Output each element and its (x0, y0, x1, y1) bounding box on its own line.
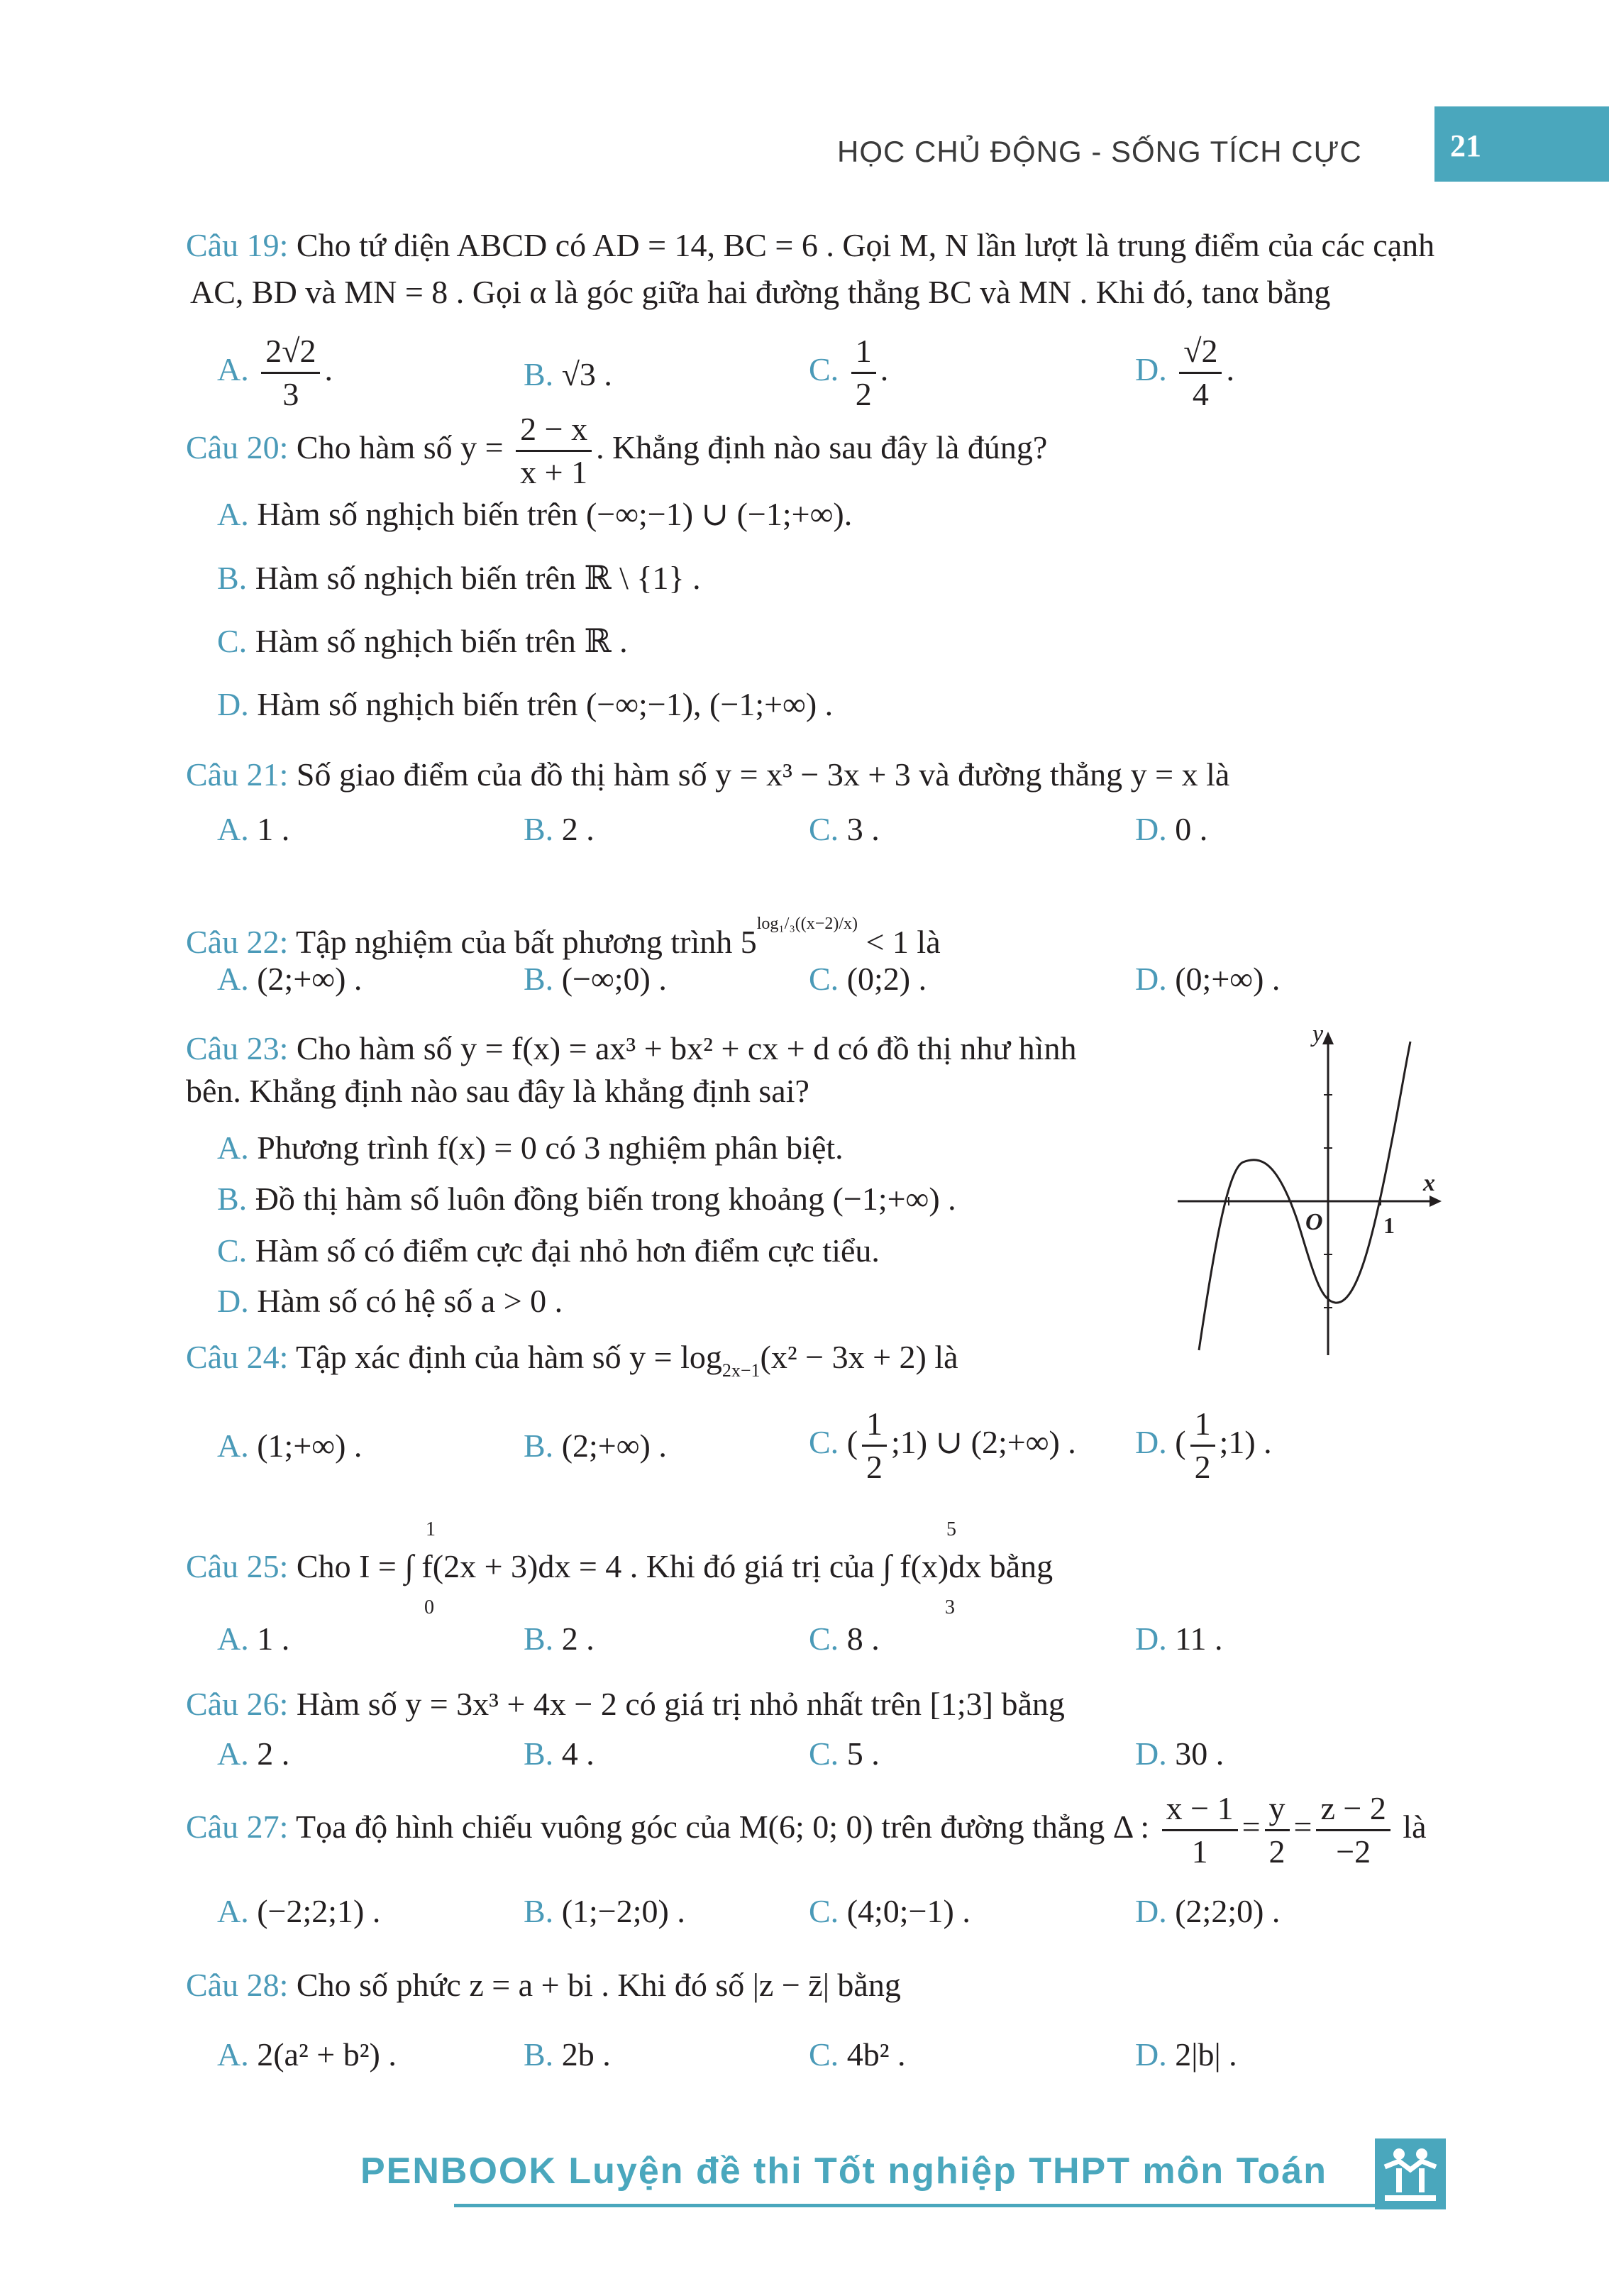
q28-c-label: C. (809, 2036, 839, 2073)
q20-a-label: A. (217, 496, 249, 532)
question-20-post: . Khẳng định nào sau đây là đúng? (596, 429, 1048, 466)
question-20-pre: Cho hàm số y = (288, 429, 504, 466)
q28-option-c (809, 2035, 905, 2075)
q28-option-a (217, 2035, 397, 2075)
q19-a-num: 2√2 (261, 331, 320, 374)
q24-c-post: ;1) ∪ (2;+∞) . (891, 1424, 1076, 1461)
q23-d-label: D. (217, 1283, 249, 1319)
q26-option-a (217, 1734, 289, 1774)
q28-c-text: 4b² . (839, 2036, 906, 2073)
q23-d-text: Hàm số có hệ số a > 0 . (248, 1283, 563, 1319)
q21-a-label: A. (217, 811, 249, 847)
q26-c-label: C. (809, 1735, 839, 1772)
question-23-line2-row (186, 1071, 809, 1111)
q26-d-label: D. (1135, 1735, 1167, 1772)
q24-option-d (1135, 1403, 1272, 1488)
q27-c-label: C. (809, 1893, 839, 1929)
q19-option-c: C. $\frac{1}{2}$ . (809, 331, 888, 415)
q26-option-b (524, 1734, 595, 1774)
q20-b-label: B. (217, 560, 248, 596)
q19-c-fraction (851, 331, 876, 415)
question-24-label: Câu 24: (186, 1339, 289, 1375)
q28-a-text: 2(a² + b²) . (248, 2036, 397, 2073)
page-number-box (1434, 106, 1609, 182)
graph-cubic-curve (1199, 1042, 1410, 1350)
q27-fy-num: y (1265, 1788, 1290, 1831)
q19-d-num: √2 (1179, 331, 1222, 374)
q22-option-b (524, 959, 667, 999)
q19-b-text: √3 . (561, 356, 612, 392)
q25-d-text: 11 . (1166, 1621, 1223, 1657)
q22-option-a (217, 959, 362, 999)
running-header-title: HỌC CHỦ ĐỘNG - SỐNG TÍCH CỰC (837, 135, 1362, 168)
q20-num: 2 − x (516, 409, 592, 452)
question-19-line2-row (190, 272, 1330, 312)
question-19-line2: AC, BD và MN = 8 . Gọi α là góc giữa hai đường thẳng BC và MN . Khi đó, tanα bằng (190, 274, 1331, 310)
q24-a-label: A. (217, 1428, 249, 1464)
question-24-sub: 2x−1 (721, 1360, 761, 1381)
q27-frac-x (1162, 1788, 1238, 1872)
q19-a-den: 3 (282, 376, 299, 412)
q25-c-text: 8 . (839, 1621, 880, 1657)
q22-option-c (809, 959, 927, 999)
question-23-line1: Cho hàm số y = f(x) = ax³ + bx² + cx + d có đồ thị như hình (288, 1030, 1077, 1066)
q28-b-text: 2b . (553, 2036, 611, 2073)
q28-b-label: B. (524, 2036, 554, 2073)
q19-option-d: D. $\frac{√2}{4}$ . (1135, 331, 1234, 415)
q20-option-d (217, 685, 833, 724)
q27-fx-num: x − 1 (1162, 1788, 1238, 1831)
q19-d-label: D. (1135, 351, 1167, 388)
q20-option-b (217, 558, 701, 598)
q19-option-a: A. $\frac{2√2}{3}$ . (217, 331, 333, 415)
q25-int2-bottom: 3 (945, 1596, 955, 1618)
question-22 (186, 904, 941, 962)
q25-c-label: C. (809, 1621, 839, 1657)
question-23-line2: bên. Khẳng định nào sau đây là khẳng định sai? (186, 1073, 809, 1109)
question-27-text: Tọa độ hình chiếu vuông góc của M(6; 0; 0) trên đường thẳng Δ : (288, 1809, 1150, 1845)
question-25-label: Câu 25: (186, 1548, 289, 1584)
question-19-line1: Cho tứ diện ABCD có AD = 14, BC = 6 . Gọi M, N lần lượt là trung điểm của các cạnh (288, 227, 1435, 263)
q27-fz-num: z − 2 (1316, 1788, 1390, 1831)
q24-c-label: C. (809, 1424, 839, 1461)
q19-a-label: A. (217, 351, 249, 388)
q25-b-text: 2 . (553, 1621, 595, 1657)
q25-int1-bottom: 0 (424, 1596, 434, 1618)
q25-option-c (809, 1619, 880, 1659)
q22-d-label: D. (1135, 961, 1167, 997)
q21-option-a (217, 810, 289, 849)
graph-origin-label: O (1305, 1209, 1323, 1235)
q24-c-den: 2 (866, 1449, 883, 1485)
q20-option-c (217, 622, 628, 661)
q21-d-text: 0 . (1166, 811, 1208, 847)
q26-d-text: 30 . (1166, 1735, 1224, 1772)
q22-b-label: B. (524, 961, 554, 997)
question-27-label: Câu 27: (186, 1809, 289, 1845)
q23-b-text: Đồ thị hàm số luôn đồng biến trong khoảng (−1;+∞) . (247, 1181, 956, 1217)
question-28-text: Cho số phức z = a + bi . Khi đó số |z − z̄| bằng (288, 1967, 901, 2003)
question-26-label: Câu 26: (186, 1686, 289, 1722)
question-25 (186, 1547, 1053, 1586)
q20-option-a (217, 495, 852, 534)
q27-b-text: (1;−2;0) . (553, 1893, 685, 1929)
q20-d-label: D. (217, 686, 249, 722)
q27-fx-den: 1 (1191, 1833, 1208, 1870)
q19-option-b (524, 355, 612, 394)
q25-d-label: D. (1135, 1621, 1167, 1657)
graph-x-arrow-icon (1430, 1196, 1442, 1207)
q24-d-num: 1 (1190, 1403, 1215, 1447)
q24-c-num: 1 (862, 1403, 887, 1447)
question-19-label: Câu 19: (186, 227, 289, 263)
page-number: 21 (1450, 128, 1481, 163)
question-25-text: Cho I = ∫ f(2x + 3)dx = 4 . Khi đó giá trị của ∫ f(x)dx bằng (288, 1548, 1054, 1584)
q27-fy-den: 2 (1268, 1833, 1285, 1870)
graph-y-label: y (1312, 1027, 1324, 1047)
question-20-label: Câu 20: (186, 429, 289, 466)
q20-a-text: Hàm số nghịch biến trên (−∞;−1) ∪ (−1;+∞). (248, 496, 853, 532)
q24-b-text: (2;+∞) . (553, 1428, 667, 1464)
q28-option-d (1135, 2035, 1237, 2075)
graph-y-arrow-icon (1322, 1032, 1334, 1044)
q23-c-label: C. (217, 1232, 248, 1269)
graph-x-label: x (1423, 1170, 1435, 1196)
q27-a-label: A. (217, 1893, 249, 1929)
q25-option-a (217, 1619, 289, 1659)
q27-c-text: (4;0;−1) . (839, 1893, 971, 1929)
question-24 (186, 1337, 958, 1391)
q21-option-b (524, 810, 595, 849)
q27-option-c (809, 1892, 971, 1931)
q22-b-text: (−∞;0) . (553, 961, 667, 997)
q27-frac-y (1265, 1788, 1290, 1872)
q27-fz-den: −2 (1336, 1833, 1371, 1870)
q21-option-c (809, 810, 880, 849)
q21-b-label: B. (524, 811, 554, 847)
question-22-post: < 1 là (857, 924, 941, 960)
q24-d-label: D. (1135, 1424, 1167, 1461)
q23-option-b (217, 1179, 956, 1219)
q21-c-text: 3 . (839, 811, 880, 847)
q19-d-den: 4 (1192, 376, 1209, 412)
q27-a-text: (−2;2;1) . (248, 1893, 381, 1929)
q26-a-label: A. (217, 1735, 249, 1772)
q23-b-label: B. (217, 1181, 248, 1217)
q25-int1-top: 1 (426, 1518, 436, 1540)
q21-c-label: C. (809, 811, 839, 847)
q22-c-label: C. (809, 961, 839, 997)
q27-option-b (524, 1892, 685, 1931)
q26-option-c (809, 1734, 880, 1774)
q24-option-a (217, 1426, 362, 1466)
q26-c-text: 5 . (839, 1735, 880, 1772)
question-28 (186, 1965, 901, 2005)
q21-d-label: D. (1135, 811, 1167, 847)
q20-b-text: Hàm số nghịch biến trên ℝ \ {1} . (247, 560, 701, 596)
q24-a-text: (1;+∞) . (248, 1428, 363, 1464)
question-21 (186, 755, 1229, 795)
footer-logo (1375, 2138, 1446, 2209)
q28-option-b (524, 2035, 611, 2075)
penbook-logo-icon (1375, 2138, 1446, 2209)
footer-title: PENBOOK Luyện đề thi Tốt nghiệp THPT môn Toán (360, 2151, 1327, 2192)
q27-d-label: D. (1135, 1893, 1167, 1929)
question-26 (186, 1684, 1065, 1724)
q19-d-fraction (1179, 331, 1222, 415)
q25-a-label: A. (217, 1621, 249, 1657)
q20-den: x + 1 (520, 454, 588, 490)
footer-rule (454, 2204, 1446, 2207)
q19-c-num: 1 (851, 331, 876, 374)
q20-c-text: Hàm số nghịch biến trên ℝ . (247, 623, 628, 659)
q27-frac-z (1316, 1788, 1390, 1872)
q21-a-text: 1 . (248, 811, 290, 847)
question-28-label: Câu 28: (186, 1967, 289, 2003)
q27-option-d (1135, 1892, 1280, 1931)
q26-b-text: 4 . (553, 1735, 595, 1772)
q25-option-d (1135, 1619, 1223, 1659)
question-23-label: Câu 23: (186, 1030, 289, 1066)
question-23 (186, 1029, 1076, 1069)
q24-c-pre: ( (839, 1424, 858, 1461)
q26-b-label: B. (524, 1735, 554, 1772)
q28-d-text: 2|b| . (1166, 2036, 1237, 2073)
q23-option-c (217, 1231, 880, 1271)
q25-int2-top: 5 (946, 1518, 956, 1540)
question-24-post: (x² − 3x + 2) là (760, 1339, 958, 1375)
question-22-text: Tập nghiệm của bất phương trình 5 (288, 924, 757, 960)
question-21-label: Câu 21: (186, 756, 289, 793)
q22-a-text: (2;+∞) . (248, 961, 363, 997)
q24-d-den: 2 (1194, 1449, 1211, 1485)
question-19 (186, 226, 1434, 265)
q19-c-den: 2 (855, 376, 872, 412)
question-27: Câu 27: Tọa độ hình chiếu vuông góc của M(6; 0; 0) trên đường thẳng Δ : $\frac{x - 1}{1}$ = $\frac{y}{2}$ = $\frac{z - 2}{-2}$ là (186, 1788, 1427, 1872)
q24-option-c (809, 1403, 1076, 1488)
q24-d-post: ;1) . (1219, 1424, 1272, 1461)
q26-a-text: 2 . (248, 1735, 290, 1772)
q25-b-label: B. (524, 1621, 554, 1657)
question-24-text: Tập xác định của hàm số y = log (288, 1339, 722, 1375)
q21-b-text: 2 . (553, 811, 595, 847)
q26-option-d (1135, 1734, 1224, 1774)
q24-c-fraction (862, 1403, 887, 1488)
question-22-label: Câu 22: (186, 924, 289, 960)
q20-d-text: Hàm số nghịch biến trên (−∞;−1), (−1;+∞) . (248, 686, 834, 722)
q28-a-label: A. (217, 2036, 249, 2073)
q25-a-text: 1 . (248, 1621, 290, 1657)
q27-d-text: (2;2;0) . (1166, 1893, 1281, 1929)
question-21-text: Số giao điểm của đồ thị hàm số y = x³ − 3x + 3 và đường thẳng y = x là (288, 756, 1230, 793)
q22-c-text: (0;2) . (839, 961, 927, 997)
q23-option-d (217, 1281, 563, 1321)
q28-d-label: D. (1135, 2036, 1167, 2073)
q20-fraction (516, 409, 592, 493)
question-26-text: Hàm số y = 3x³ + 4x − 2 có giá trị nhỏ nhất trên [1;3] bằng (288, 1686, 1065, 1722)
q27-option-a (217, 1892, 380, 1931)
q23-option-a (217, 1128, 844, 1168)
q27-b-label: B. (524, 1893, 554, 1929)
q24-b-label: B. (524, 1428, 554, 1464)
question-27-post: là (1403, 1809, 1427, 1845)
q24-d-pre: ( (1166, 1424, 1186, 1461)
q21-option-d (1135, 810, 1207, 849)
q19-b-label: B. (524, 356, 554, 392)
question-22-exponent: log₁/₃((x−2)/x) (756, 915, 858, 933)
q23-a-label: A. (217, 1130, 249, 1166)
q24-option-b (524, 1426, 667, 1466)
q19-c-label: C. (809, 351, 839, 388)
q24-d-fraction (1190, 1403, 1215, 1488)
q23-a-text: Phương trình f(x) = 0 có 3 nghiệm phân biệt. (248, 1130, 844, 1166)
q22-d-text: (0;+∞) . (1166, 961, 1281, 997)
question-20 (186, 409, 1047, 493)
graph-one-label: 1 (1383, 1213, 1395, 1238)
q23-cubic-graph (1171, 1027, 1447, 1361)
q19-a-fraction (261, 331, 320, 415)
q23-c-text: Hàm số có điểm cực đại nhỏ hơn điểm cực tiểu. (247, 1232, 880, 1269)
q25-option-b (524, 1619, 595, 1659)
q20-c-label: C. (217, 623, 248, 659)
q22-a-label: A. (217, 961, 249, 997)
q22-option-d (1135, 959, 1280, 999)
